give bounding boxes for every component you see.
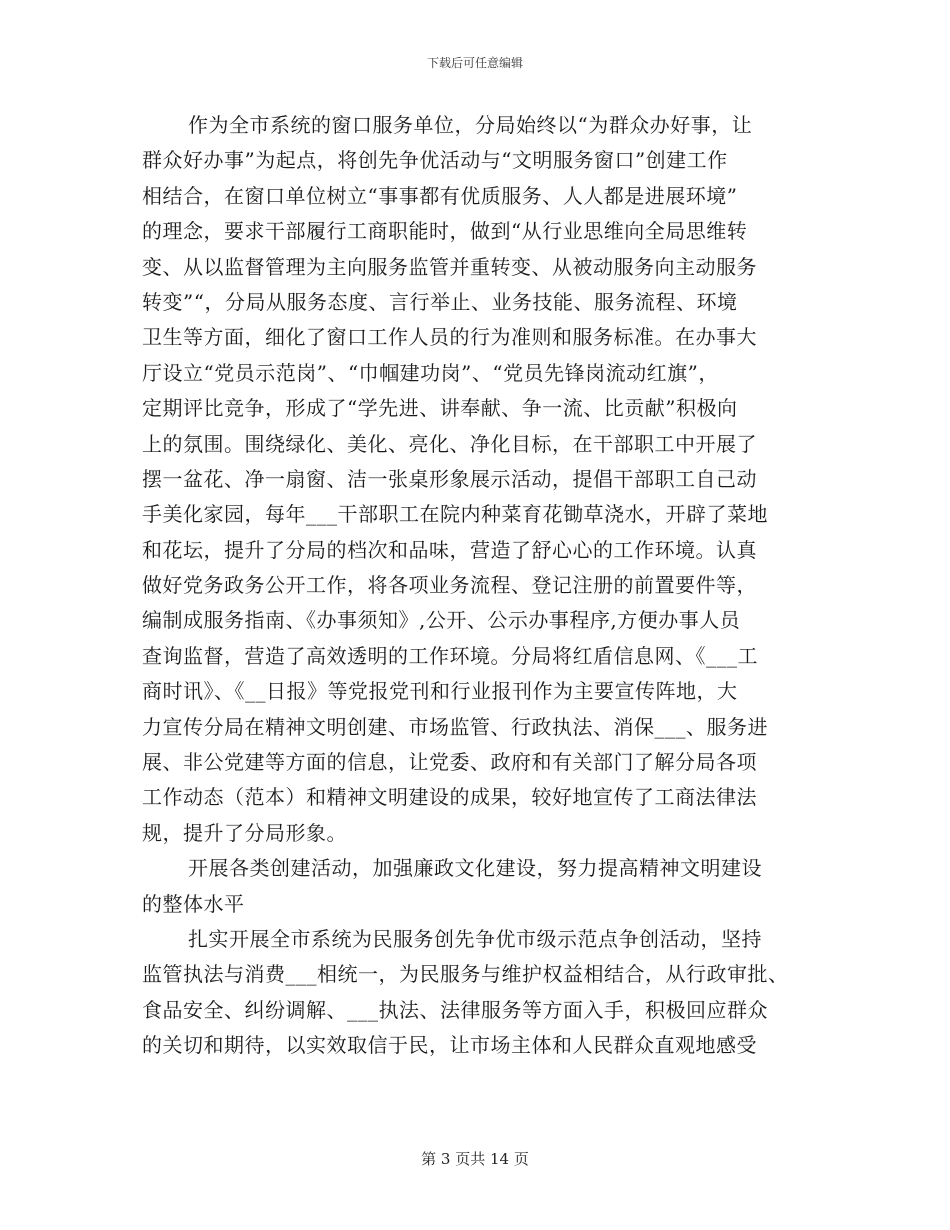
- paragraph-line: 变、从以监督管理为主向服务监管并重转变、从被动服务向主动服务: [142, 254, 757, 279]
- paragraph-line: 群众好办事”为起点，将创先争优活动与“文明服务窗口”创建工作: [142, 148, 728, 173]
- paragraph-line: 和花坛，提升了分局的档次和品味，营造了舒心心的工作环境。认真: [142, 537, 757, 562]
- paragraph-line: 卫生等方面，细化了窗口工作人员的行为准则和服务标准。在办事大: [142, 325, 757, 350]
- paragraph-line: 扎实开展全市系统为民服务创先争优市级示范点争创活动，坚持: [188, 926, 762, 951]
- paragraph-line: 展、非公党建等方面的信息，让党委、政府和有关部门了解分局各项: [142, 750, 757, 775]
- paragraph-line: 上的氛围。围绕绿化、美化、亮化、净化目标，在干部职工中开展了: [142, 431, 757, 456]
- paragraph-line: 摆一盆花、净一扇窗、洁一张桌形象展示活动，提倡干部职工自己动: [142, 466, 757, 491]
- paragraph-line: 相结合，在窗口单位树立“事事都有优质服务、人人都是进展环境”: [142, 183, 738, 208]
- paragraph-line: 监管执法与消费___相统一，为民服务与维护权益相结合，从行政审批、: [142, 962, 789, 987]
- page-header: 下载后可任意编辑: [426, 56, 523, 70]
- paragraph-line: 作为全市系统的窗口服务单位，分局始终以“为群众办好事，让: [188, 113, 753, 137]
- paragraph-line: 转变”“，分局从服务态度、言行举止、业务技能、服务流程、环境: [142, 289, 738, 314]
- paragraph-line: 食品安全、纠纷调解、___执法、法律服务等方面入手，积极回应群众: [142, 997, 768, 1022]
- paragraph-line: 的关切和期待，以实效取信于民，让市场主体和人民群众直观地感受: [142, 1033, 757, 1058]
- paragraph-line: 做好党务政务公开工作，将各项业务流程、登记注册的前置要件等，: [142, 573, 757, 598]
- paragraph-line: 厅设立“党员示范岗”、“巾帼建功岗”、“党员先锋岗流动红旗”，: [142, 360, 719, 385]
- paragraph-line: 定期评比竞争，形成了“学先进、讲奉献、争一流、比贡献”积极向: [142, 396, 738, 421]
- paragraph-line: 规，提升了分局形象。: [142, 820, 347, 845]
- paragraph-line: 查询监督，营造了高效透明的工作环境。分局将红盾信息网、《___工: [142, 643, 758, 668]
- page-footer: 第 3 页共 14 页: [421, 1150, 529, 1168]
- section-heading-line: 的整体水平: [142, 891, 245, 916]
- paragraph-line: 编制成服务指南、《办事须知》,公开、公示办事程序,方便办事人员: [142, 608, 741, 633]
- document-body: [142, 108, 802, 1064]
- paragraph-line: 力宣传分局在精神文明创建、市场监管、行政执法、消保___、服务进: [142, 714, 768, 739]
- paragraph-line: 商时讯》、《__日报》等党报党刊和行业报刊作为主要宣传阵地，大: [142, 679, 738, 704]
- section-heading-line: 开展各类创建活动，加强廉政文化建设，努力提高精神文明建设: [188, 856, 762, 881]
- paragraph-line: 工作动态（范本）和精神文明建设的成果，较好地宣传了工商法律法: [142, 785, 757, 810]
- paragraph-line: 手美化家园，每年___干部职工在院内种菜育花锄草浇水，开辟了菜地: [142, 502, 768, 527]
- paragraph-line: 的理念，要求干部履行工商职能时，做到“从行业思维向全局思维转: [142, 219, 748, 244]
